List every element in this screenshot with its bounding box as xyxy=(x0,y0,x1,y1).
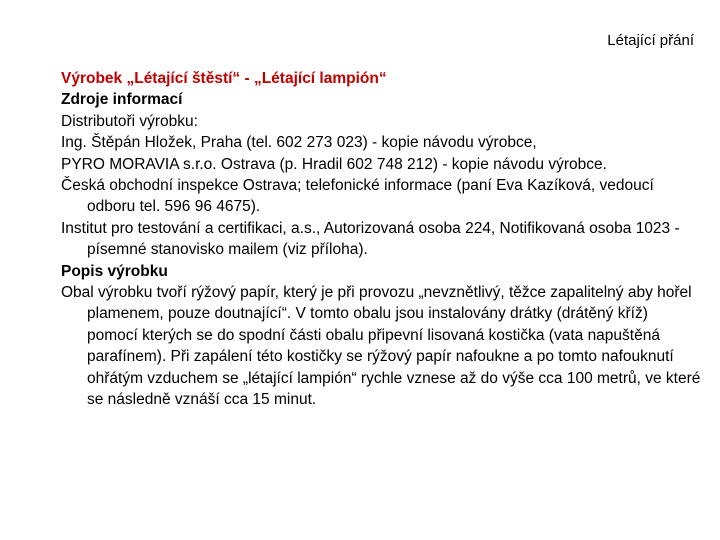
document-body xyxy=(61,68,701,411)
document-title: Výrobek „Létající štěstí“ - „Létající lampión“ xyxy=(61,70,387,87)
description-heading: Popis výrobku xyxy=(61,262,168,280)
distributors-label: Distributoři výrobku: xyxy=(61,112,198,130)
slide-header: Létající přání xyxy=(607,32,694,49)
source-item: Česká obchodní inspekce Ostrava; telefonické informace (paní Eva Kazíková, vedoucí odboru tel. 596 96 4675). xyxy=(61,177,654,216)
source-item: Institut pro testování a certifikaci, a.s., Autorizovaná osoba 224, Notifikovaná osoba 1023 - písemné stanovisko mailem (viz příloha). xyxy=(61,219,680,259)
source-item: Ing. Štěpán Hložek, Praha (tel. 602 273 023) - kopie návodu výrobce, xyxy=(61,134,537,152)
description-paragraph: Obal výrobku tvoří rýžový papír, který je při provozu „nevznětlivý, těžce zapalitelný aby hořel plamenem, pouze doutnající“. V tomto obalu jsou instalovány drátky (drátěný kříž) pomocí kterých se do spodní části obalu připevní lisovaná kostička (vata napuštěná parafínem). Při zapálení této kostičky se rýžový papír nafoukne a po tomto nafouknutí ohřátým vzduchem se „létající lampión“ rychle vznese až do výše cca 100 metrů, ve které se následně vznáší cca 15 minut. xyxy=(61,284,701,409)
sources-heading: Zdroje informací xyxy=(61,91,183,109)
source-item: PYRO MORAVIA s.r.o. Ostrava (p. Hradil 602 748 212) - kopie návodu výrobce. xyxy=(61,155,607,173)
